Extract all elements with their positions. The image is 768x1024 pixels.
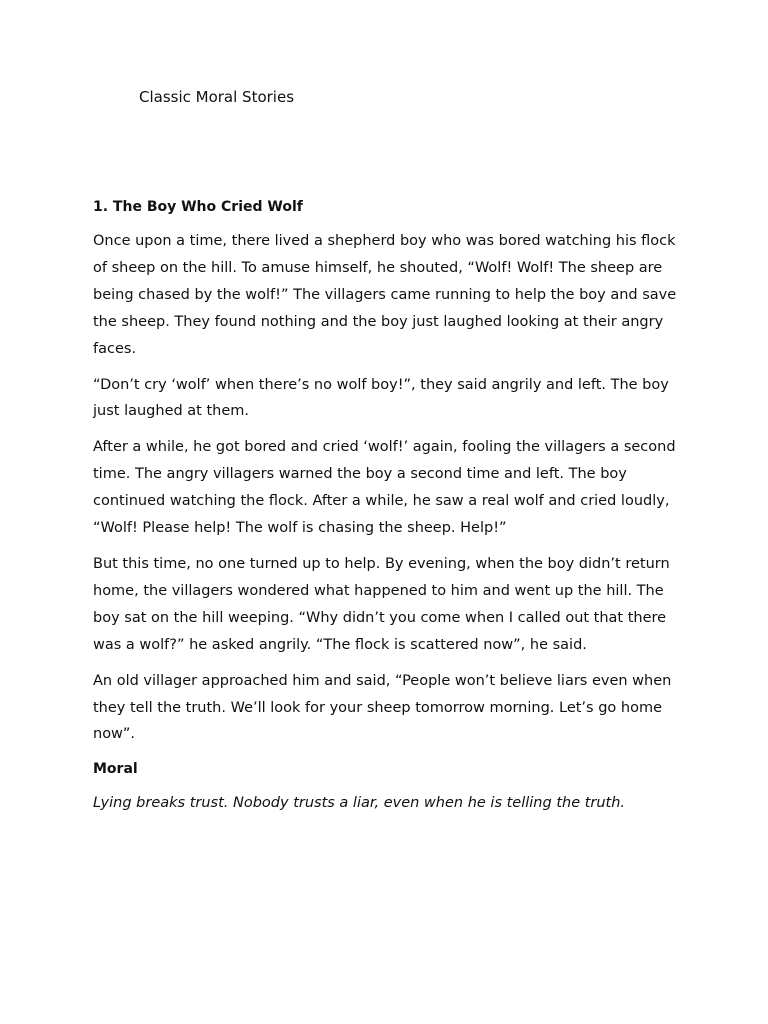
document-title: Classic Moral Stories	[139, 88, 295, 106]
story-heading: 1. The Boy Who Cried Wolf	[93, 199, 303, 215]
story-paragraph-4: But this time, no one turned up to help. By evening, when the boy didn’t return home, the villagers wondered what happened to him and went up the hill. The boy sat on the hill weeping. “Why didn’t you come when I called out that there was a wolf?” he asked angrily. “The flock is scattered now”, he said.	[93, 555, 670, 653]
story-paragraph-3: After a while, he got bored and cried ‘wolf!’ again, fooling the villagers a second time. The angry villagers warned the boy a second time and left. The boy continued watching the flock. After a while, he saw a real wolf and cried loudly, “Wolf! Please help! The wolf is chasing the sheep. Help!”	[93, 439, 676, 537]
moral-text: Lying breaks trust. Nobody trusts a liar, even when he is telling the truth.	[93, 795, 626, 812]
story-paragraph-2: “Don’t cry ‘wolf’ when there’s no wolf boy!”, they said angrily and left. The boy just laughed at them.	[93, 376, 669, 420]
story-paragraph-1: Once upon a time, there lived a shepherd boy who was bored watching his flock of sheep on the hill. To amuse himself, he shouted, “Wolf! Wolf! The sheep are being chased by the wolf!” The villagers came running to help the boy and save the sheep. They found nothing and the boy just laughed looking at their angry faces.	[93, 233, 677, 357]
story-paragraph-5: An old villager approached him and said, “People won’t believe liars even when they tell the truth. We’ll look for your sheep tomorrow morning. Let’s go home now”.	[93, 672, 672, 743]
story-section	[93, 195, 679, 815]
moral-heading: Moral	[93, 761, 138, 778]
